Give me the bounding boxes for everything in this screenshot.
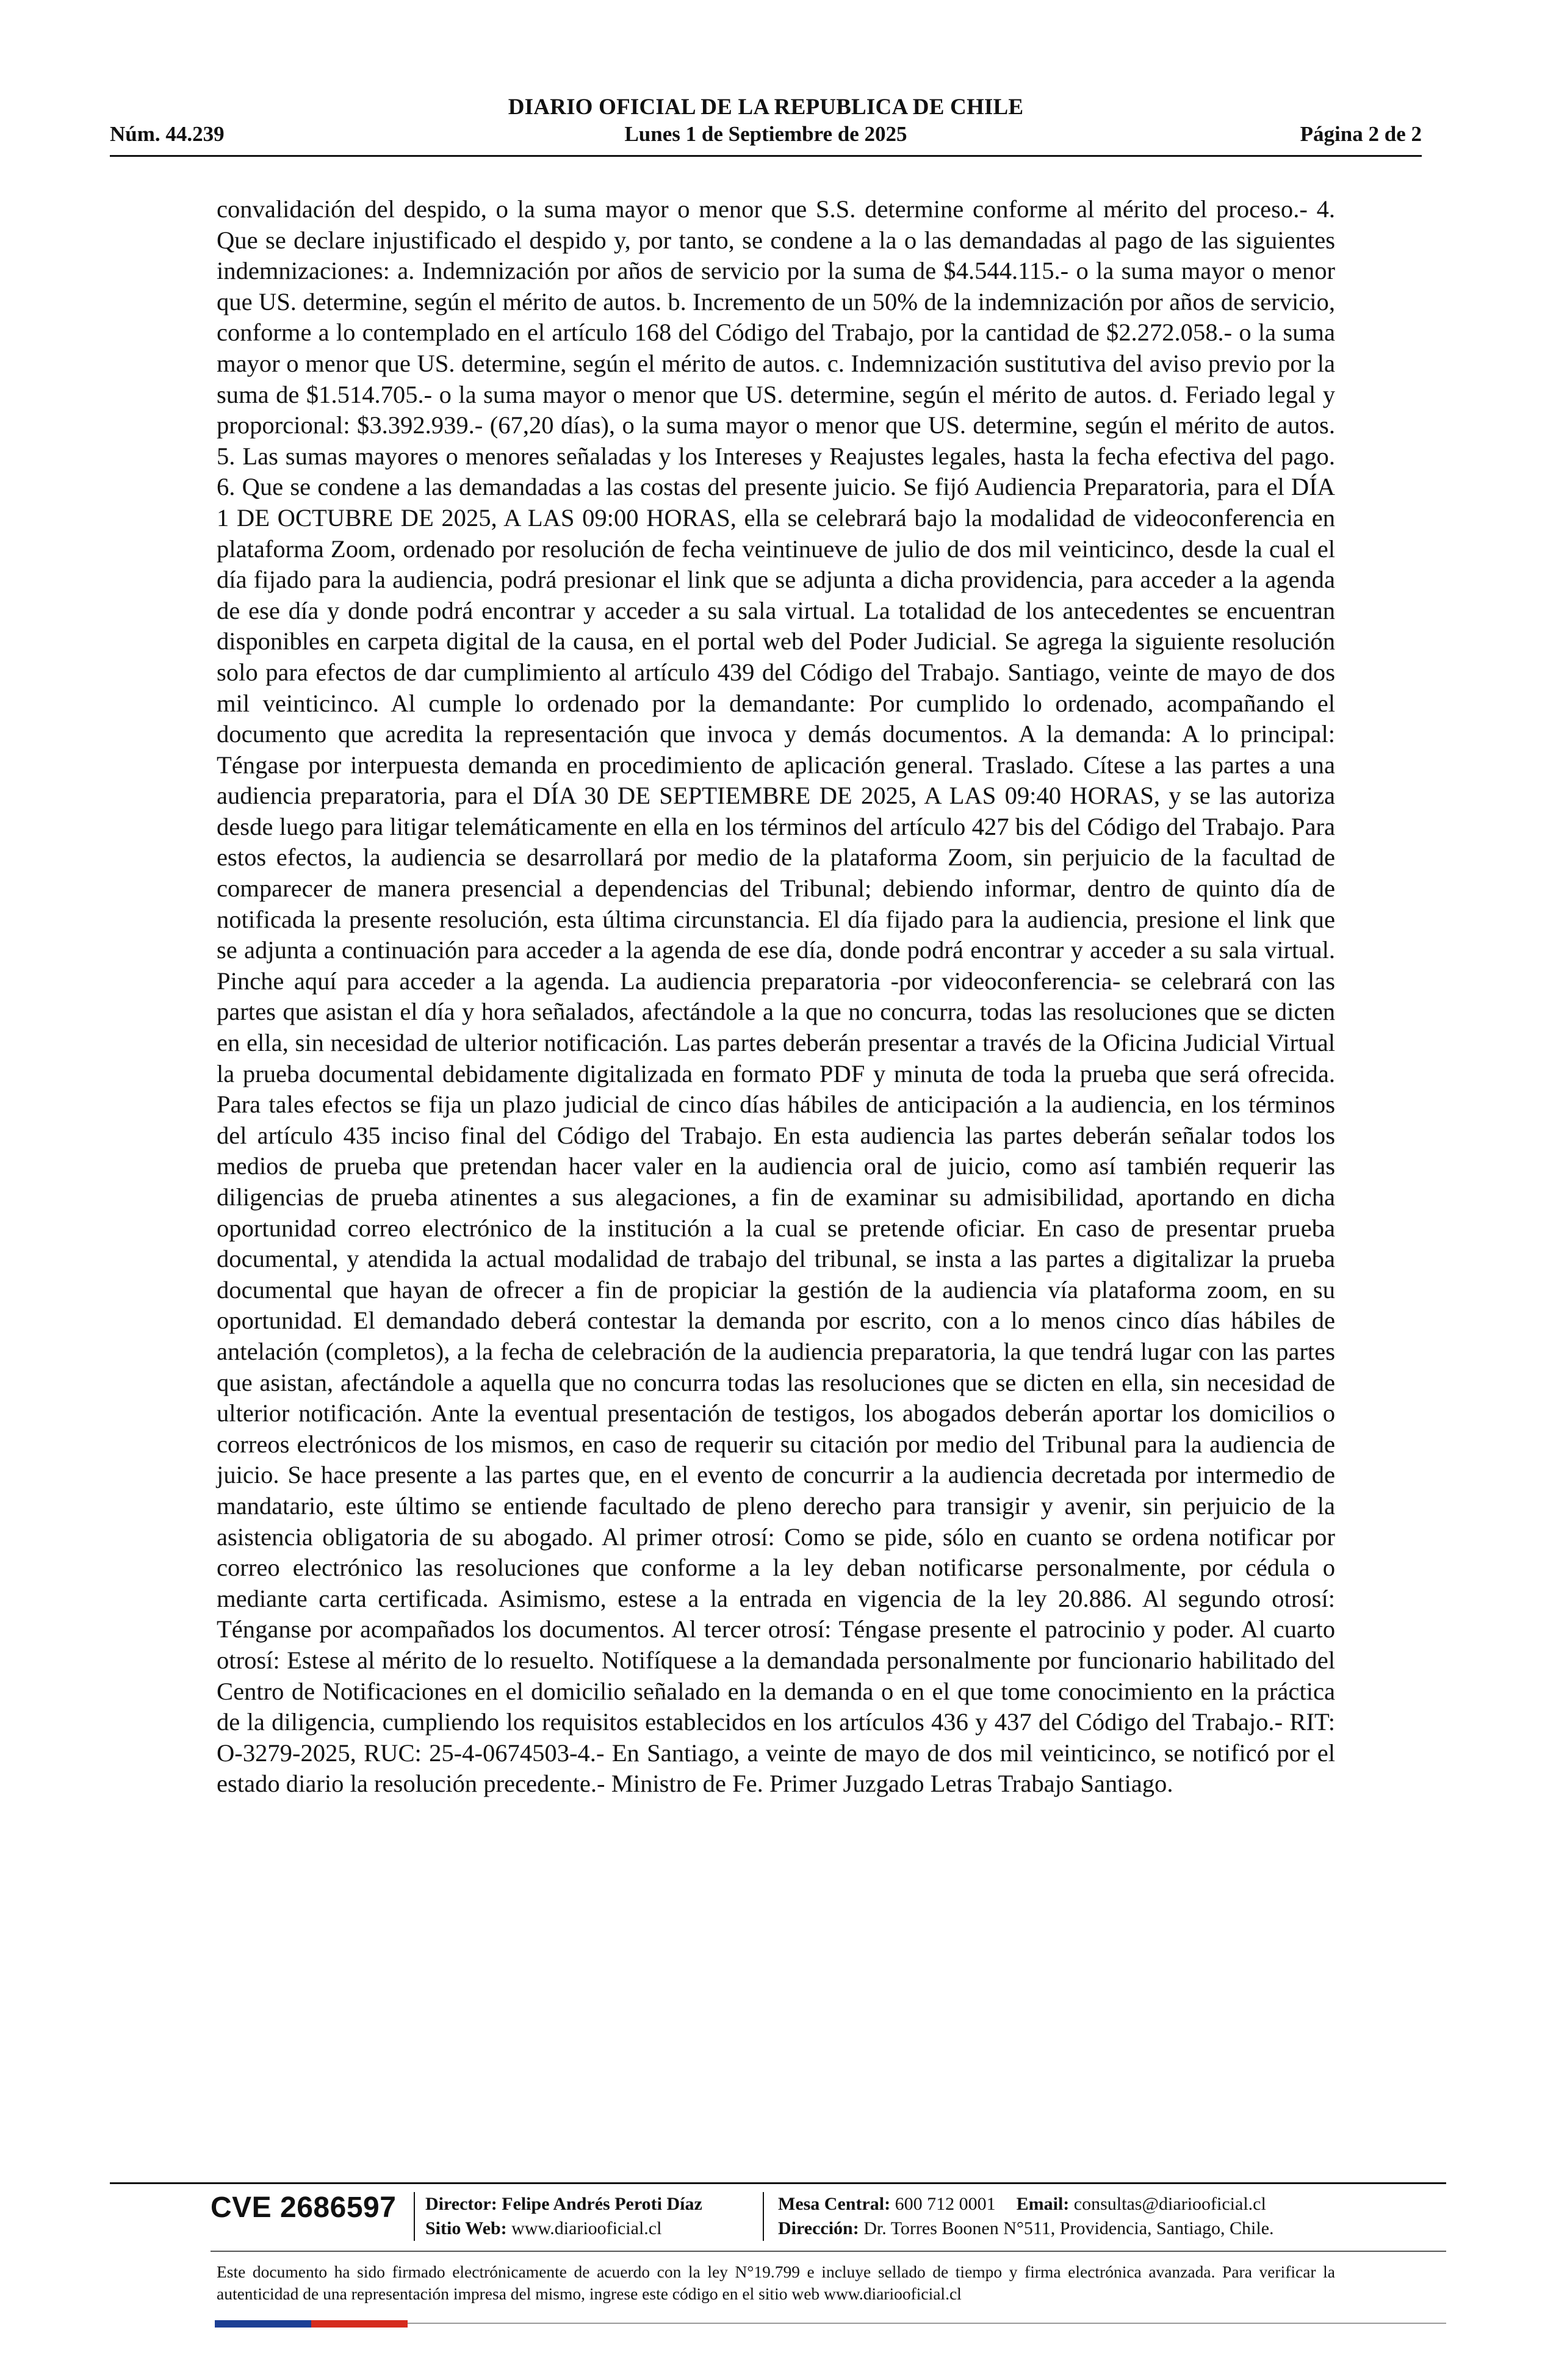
site-line [425, 2216, 702, 2241]
page-header [110, 90, 1422, 157]
footer-divider-top [110, 2182, 1446, 2184]
issue-date: Lunes 1 de Septiembre de 2025 [624, 122, 907, 146]
page-number: Página 2 de 2 [1300, 122, 1422, 146]
flag-blue-segment [215, 2320, 311, 2328]
address-value: Dr. Torres Boonen N°511, Providencia, Santiago, Chile. [863, 2218, 1274, 2238]
email-link[interactable]: consultas@diariooficial.cl [1073, 2194, 1266, 2214]
site-link[interactable]: www.diariooficial.cl [511, 2218, 662, 2238]
issue-number: Núm. 44.239 [110, 122, 225, 146]
footer-director-block [425, 2192, 702, 2241]
contact-line [778, 2192, 1274, 2216]
address-label: Dirección: [778, 2218, 859, 2238]
footer-divider-bottom [408, 2323, 1446, 2324]
director-label: Director: [425, 2194, 497, 2214]
footer-column-divider [763, 2192, 764, 2241]
email-label: Email: [1016, 2194, 1070, 2214]
chile-flag-stripe [215, 2320, 408, 2328]
article-body: convalidación del despido, o la suma mayor o menor que S.S. determine conforme al mérito del proceso.- 4. Que se declare injustificado el despido y, por tanto, se condene a la o las demandadas al pago de las siguientes indemnizaciones: a. Indemnización por años de servicio por la suma de $4.544.115.- o la suma mayor o menor que US. determine, según el mérito de autos. b. Incremento de un 50% de la indemnización por años de servicio, conforme a lo contemplado en el artículo 168 del Código del Trabajo, por la cantidad de $2.272.058.- o la suma mayor o menor que US. determine, según el mérito de autos. c. Indemnización sustitutiva del aviso previo por la suma de $1.514.705.- o la suma mayor o menor que US. determine, según el mérito de autos. d. Feriado legal y proporcional: $3.392.939.- (67,20 días), o la suma mayor o menor que US. determine, según el mérito de autos. 5. Las sumas mayores o menores señaladas y los Intereses y Reajustes legales, hasta la fecha efectiva del pago. 6. Que se condene a las demandadas a las costas del presente juicio. Se fijó Audiencia Preparatoria, para el DÍA 1 DE OCTUBRE DE 2025, A LAS 09:00 HORAS, ella se celebrará bajo la modalidad de videoconferencia en plataforma Zoom, ordenado por resolución de fecha veintinueve de julio de dos mil veinticinco, desde la cual el día fijado para la audiencia, podrá presionar el link que se adjunta a dicha providencia, para acceder a la agenda de ese día y donde podrá encontrar y acceder a su sala virtual. La totalidad de los antecedentes se encuentran disponibles en carpeta digital de la causa, en el portal web del Poder Judicial. Se agrega la siguiente resolución solo para efectos de dar cumplimiento al artículo 439 del Código del Trabajo. Santiago, veinte de mayo de dos mil veinticinco. Al cumple lo ordenado por la demandante: Por cumplido lo ordenado, acompañando el documento que acredita la representación que invoca y demás documentos. A la demanda: A lo principal: Téngase por interpuesta demanda en procedimiento de aplicación general. Traslado. Cítese a las partes a una audiencia preparatoria, para el DÍA 30 DE SEPTIEMBRE DE 2025, A LAS 09:40 HORAS, y se las autoriza desde luego para litigar telemáticamente en ella en los términos del artículo 427 bis del Código del Trabajo. Para estos efectos, la audiencia se desarrollará por medio de la plataforma Zoom, sin perjuicio de la facultad de comparecer de manera presencial a dependencias del Tribunal; debiendo informar, dentro de quinto día de notificada la presente resolución, esta última circunstancia. El día fijado para la audiencia, presione el link que se adjunta a continuación para acceder a la agenda de ese día, donde podrá encontrar y acceder a su sala virtual. Pinche aquí para acceder a la agenda. La audiencia preparatoria -por videoconferencia- se celebrará con las partes que asistan el día y hora señalados, afectándole a la que no concurra, todas las resoluciones que se dicten en ella, sin necesidad de ulterior notificación. Las partes deberán presentar a través de la Oficina Judicial Virtual la prueba documental debidamente digitalizada en formato PDF y minuta de toda la prueba que será ofrecida. Para tales efectos se fija un plazo judicial de cinco días hábiles de anticipación a la audiencia, en los términos del artículo 435 inciso final del Código del Trabajo. En esta audiencia las partes deberán señalar todos los medios de prueba que pretendan hacer valer en la audiencia oral de juicio, como así también requerir las diligencias de prueba atinentes a sus alegaciones, a fin de examinar su admisibilidad, aportando en dicha oportunidad correo electrónico de la institución a la cual se pretende oficiar. En caso de presentar prueba documental, y atendida la actual modalidad de trabajo del tribunal, se insta a las partes a digitalizar la prueba documental que hayan de ofrecer a fin de propiciar la gestión de la audiencia vía plataforma zoom, en su oportunidad. El demandado deberá contestar la demanda por escrito, con a lo menos cinco días hábiles de antelación (completos), a la fecha de celebración de la audiencia preparatoria, la que tendrá lugar con las partes que asistan, afectándole a aquella que no concurra todas las resoluciones que se dicten en ella, sin necesidad de ulterior notificación. Ante la eventual presentación de testigos, los abogados deberán aportar los domicilios o correos electrónicos de los mismos, en caso de requerir su citación por medio del Tribunal para la audiencia de juicio. Se hace presente a las partes que, en el evento de concurrir a la audiencia decretada por intermedio de mandatario, este último se entiende facultado de pleno derecho para transigir y avenir, sin perjuicio de la asistencia obligatoria de su abogado. Al primer otrosí: Como se pide, sólo en cuanto se ordena notificar por correo electrónico las resoluciones que conforme a la ley deban notificarse personalmente, por cédula o mediante carta certificada. Asimismo, estese a la entrada en vigencia de la ley 20.886. Al segundo otrosí: Ténganse por acompañados los documentos. Al tercer otrosí: Téngase presente el patrocinio y poder. Al cuarto otrosí: Estese al mérito de lo resuelto. Notifíquese a la demandada personalmente por funcionario habilitado del Centro de Notificaciones en el domicilio señalado en la demanda o en el que tome conocimiento en la práctica de la diligencia, cumpliendo los requisitos establecidos en los artículos 436 y 437 del Código del Trabajo.- RIT: O-3279-2025, RUC: 25-4-0674503-4.- En Santiago, a veinte de mayo de dos mil veinticinco, se notificó por el estado diario la resolución precedente.- Ministro de Fe. Primer Juzgado Letras Trabajo Santiago. [217, 195, 1335, 1798]
director-name: Felipe Andrés Peroti Díaz [502, 2194, 702, 2214]
footer-column-divider [414, 2192, 415, 2241]
director-line [425, 2192, 702, 2216]
cve-code: CVE 2686597 [211, 2191, 397, 2224]
footer-contact-block [778, 2192, 1274, 2241]
header-divider [110, 155, 1422, 157]
phone-value: 600 712 0001 [895, 2194, 996, 2214]
site-label: Sitio Web: [425, 2218, 507, 2238]
publication-title: DIARIO OFICIAL DE LA REPUBLICA DE CHILE [508, 95, 1024, 120]
phone-label: Mesa Central: [778, 2194, 891, 2214]
address-line [778, 2216, 1274, 2241]
flag-red-segment [311, 2320, 408, 2328]
footer-divider-mid [211, 2251, 1446, 2252]
legal-notice: Este documento ha sido firmado electrónicamente de acuerdo con la ley N°19.799 e incluye sellado de tiempo y firma electrónica avanzada. Para verificar la autenticidad de una representación impresa del mismo, ingrese este código en el sitio web www.diariooficial.cl [217, 2262, 1335, 2303]
